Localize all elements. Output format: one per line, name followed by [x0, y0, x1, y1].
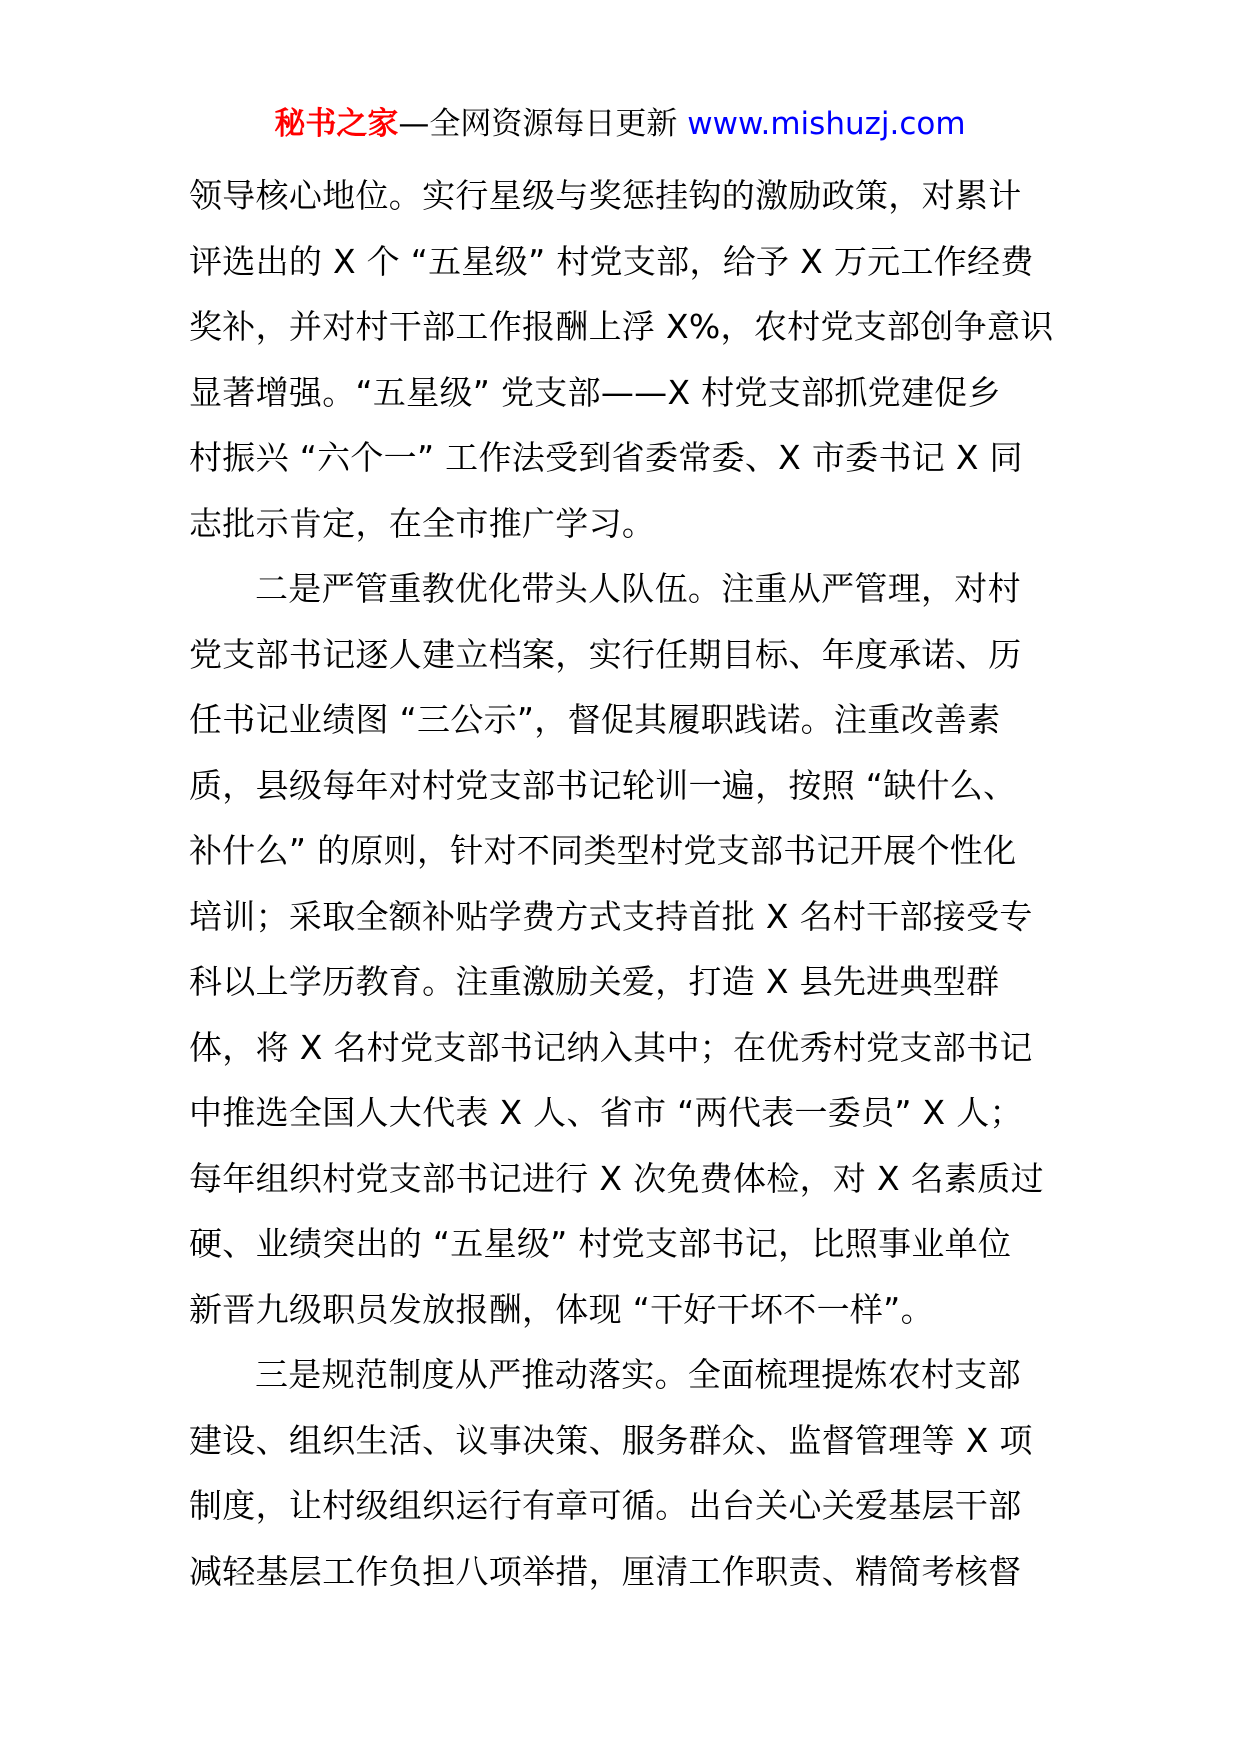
- text-line: 志批示肯定，在全市推广学习。: [189, 503, 656, 543]
- text-line: 领导核心地位。实行星级与奖惩挂钩的激励政策，对累计: [189, 176, 1022, 215]
- text-line: 制度，让村级组织运行有章可循。出台关心关爱基层干部: [189, 1486, 1022, 1525]
- text-line: 硬、业绩突出的 “五星级” 村党支部书记，比照事业单位: [189, 1224, 1012, 1263]
- brand-name: 秘书之家: [274, 106, 399, 142]
- paragraph-first-line: 二是严管重教优化带头人队伍。注重从严管理，对村: [255, 569, 1021, 608]
- text-line: 党支部书记逐人建立档案，实行任期目标、年度承诺、历: [189, 634, 1022, 674]
- text-line: 奖补，并对村干部工作报酬上浮 X%，农村党支部创争意识: [189, 307, 1054, 346]
- text-line: 培训；采取全额补贴学费方式支持首批 X 名村干部接受专: [189, 896, 1033, 936]
- text-line: 每年组织村党支部书记进行 X 次免费体检，对 X 名素质过: [189, 1158, 1044, 1198]
- text-line: 减轻基层工作负担八项举措，厘清工作职责、精简考核督: [189, 1551, 1022, 1591]
- page-header: [0, 100, 1240, 148]
- header-tagline: —全网资源每日更新: [398, 106, 688, 142]
- text-line: 体，将 X 名村党支部书记纳入其中；在优秀村党支部书记: [189, 1027, 1033, 1067]
- site-url-link[interactable]: www.mishuzj.com: [687, 106, 966, 142]
- text-line: 质，县级每年对村党支部书记轮训一遍，按照 “缺什么、: [189, 765, 1017, 805]
- text-line: 科以上学历教育。注重激励关爱，打造 X 县先进典型群: [189, 962, 1000, 1001]
- document-body: [189, 163, 1069, 1604]
- text-line: 显著增强。“五星级” 党支部——X 村党支部抓党建促乡: [189, 372, 1001, 412]
- text-line: 中推选全国人大代表 X 人、省市 “两代表一委员” X 人；: [189, 1093, 1023, 1132]
- text-line: 建设、组织生活、议事决策、服务群众、监督管理等 X 项: [189, 1420, 1033, 1460]
- text-line: 新晋九级职员发放报酬，体现 “干好干坏不一样”。: [189, 1289, 934, 1329]
- paragraph-first-line: 三是规范制度从严推动落实。全面梳理提炼农村支部: [255, 1355, 1021, 1394]
- text-line: 村振兴 “六个一” 工作法受到省委常委、X 市委书记 X 同: [189, 438, 1023, 477]
- text-line: 评选出的 X 个 “五星级” 村党支部，给予 X 万元工作经费: [189, 241, 1034, 281]
- text-line: 任书记业绩图 “三公示”，督促其履职践诺。注重改善素: [189, 700, 1001, 739]
- text-line: 补什么” 的原则，针对不同类型村党支部书记开展个性化: [189, 831, 1017, 870]
